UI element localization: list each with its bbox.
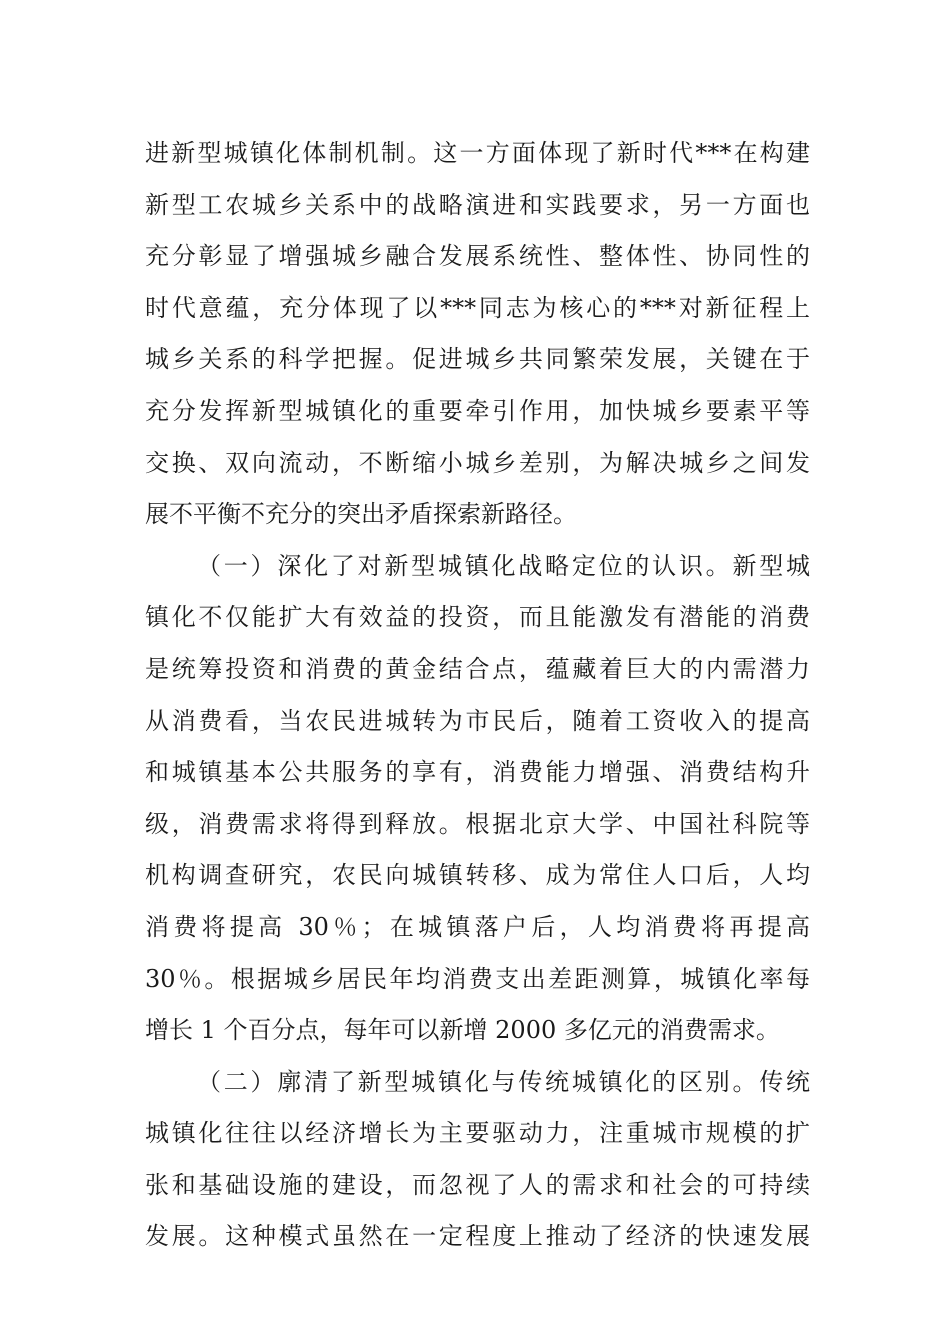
text-line: 和城镇基本公共服务的享有，消费能力增强、消费结构升 (145, 758, 810, 787)
text-line: 充分彰显了增强城乡融合发展系统性、整体性、协同性的 (145, 242, 810, 271)
text-line: 时代意蕴，充分体现了以***同志为核心的***对新征程上 (145, 293, 810, 322)
paragraph (145, 128, 810, 541)
text-line: 增长 1 个百分点，每年可以新增 2000 多亿元的消费需求。 (145, 1016, 780, 1045)
text-line: （一）深化了对新型城镇化战略定位的认识。新型城 (197, 551, 810, 580)
text-line: 镇化不仅能扩大有效益的投资，而且能激发有潜能的消费 (145, 603, 810, 632)
text-line: 充分发挥新型城镇化的重要牵引作用，加快城乡要素平等 (145, 396, 810, 425)
text-line: 交换、双向流动，不断缩小城乡差别，为解决城乡之间发 (145, 448, 810, 477)
text-line: （二）廓清了新型城镇化与传统城镇化的区别。传统 (197, 1067, 810, 1096)
paragraph (145, 1057, 810, 1263)
text-line: 30％。根据城乡居民年均消费支出差距测算，城镇化率每 (145, 964, 810, 993)
text-line: 新型工农城乡关系中的战略演进和实践要求，另一方面也 (145, 190, 810, 219)
text-line: 消费将提高 30％；在城镇落户后，人均消费将再提高 (145, 912, 810, 941)
text-line: 机构调查研究，农民向城镇转移、成为常住人口后，人均 (145, 861, 810, 890)
text-line: 展不平衡不充分的突出矛盾探索新路径。 (145, 500, 577, 529)
text-line: 从消费看，当农民进城转为市民后，随着工资收入的提高 (145, 706, 810, 735)
text-line: 城乡关系的科学把握。促进城乡共同繁荣发展，关键在于 (145, 345, 810, 374)
text-line: 城镇化往往以经济增长为主要驱动力，注重城市规模的扩 (145, 1119, 810, 1148)
text-line: 级，消费需求将得到释放。根据北京大学、中国社科院等 (145, 809, 810, 838)
text-line: 张和基础设施的建设，而忽视了人的需求和社会的可持续 (145, 1170, 810, 1199)
paragraph (145, 541, 810, 1057)
document-body (145, 128, 810, 1263)
text-line: 发展。这种模式虽然在一定程度上推动了经济的快速发展 (145, 1222, 810, 1251)
text-line: 进新型城镇化体制机制。这一方面体现了新时代***在构建 (145, 139, 810, 167)
text-line: 是统筹投资和消费的黄金结合点，蕴藏着巨大的内需潜力 (145, 654, 810, 683)
